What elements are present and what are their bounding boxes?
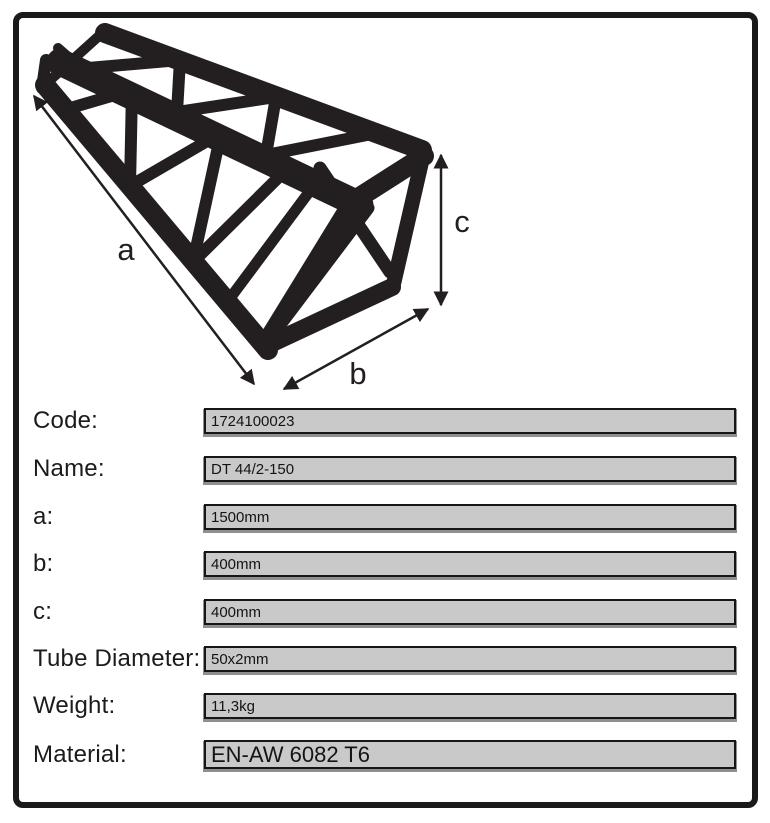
dimension-label-b: b — [349, 356, 367, 391]
field-label-material: Material: — [33, 741, 127, 768]
field-row-name — [19, 456, 752, 486]
truss-illustration — [25, 20, 475, 405]
field-row-material — [19, 740, 752, 770]
field-label-b: b: — [33, 550, 54, 577]
field-label-code: Code: — [33, 407, 99, 434]
truss-silhouette — [42, 33, 424, 350]
field-label-weight: Weight: — [33, 692, 116, 719]
field-box-weight — [204, 693, 736, 719]
field-value-c: 400mm — [211, 603, 262, 621]
field-box-a — [204, 504, 736, 530]
field-box-name — [204, 456, 736, 482]
field-row-c — [19, 599, 752, 629]
field-value-a: 1500mm — [211, 508, 270, 526]
field-value-weight: 11,3kg — [211, 697, 255, 715]
field-value-name: DT 44/2-150 — [211, 460, 295, 478]
field-value-material: EN-AW 6082 T6 — [211, 741, 370, 767]
dimension-label-c: c — [454, 204, 470, 239]
dimension-label-a: a — [117, 232, 135, 267]
field-box-c — [204, 599, 736, 625]
field-label-name: Name: — [33, 455, 105, 482]
field-row-b — [19, 551, 752, 581]
field-box-b — [204, 551, 736, 577]
field-value-code: 1724100023 — [211, 412, 295, 430]
field-box-material — [204, 740, 736, 769]
field-value-b: 400mm — [211, 555, 262, 573]
spec-sheet-frame — [13, 12, 758, 808]
field-row-a — [19, 504, 752, 534]
field-label-a: a: — [33, 503, 54, 530]
field-label-c: c: — [33, 598, 53, 625]
field-row-tube-diameter — [19, 646, 752, 676]
field-label-tube-diameter: Tube Diameter: — [33, 645, 201, 672]
truss-far-edge — [42, 60, 46, 88]
field-box-code — [204, 408, 736, 434]
field-row-code — [19, 408, 752, 438]
field-box-tube-diameter — [204, 646, 736, 672]
field-value-tube-diameter: 50x2mm — [211, 650, 269, 668]
field-row-weight — [19, 693, 752, 723]
